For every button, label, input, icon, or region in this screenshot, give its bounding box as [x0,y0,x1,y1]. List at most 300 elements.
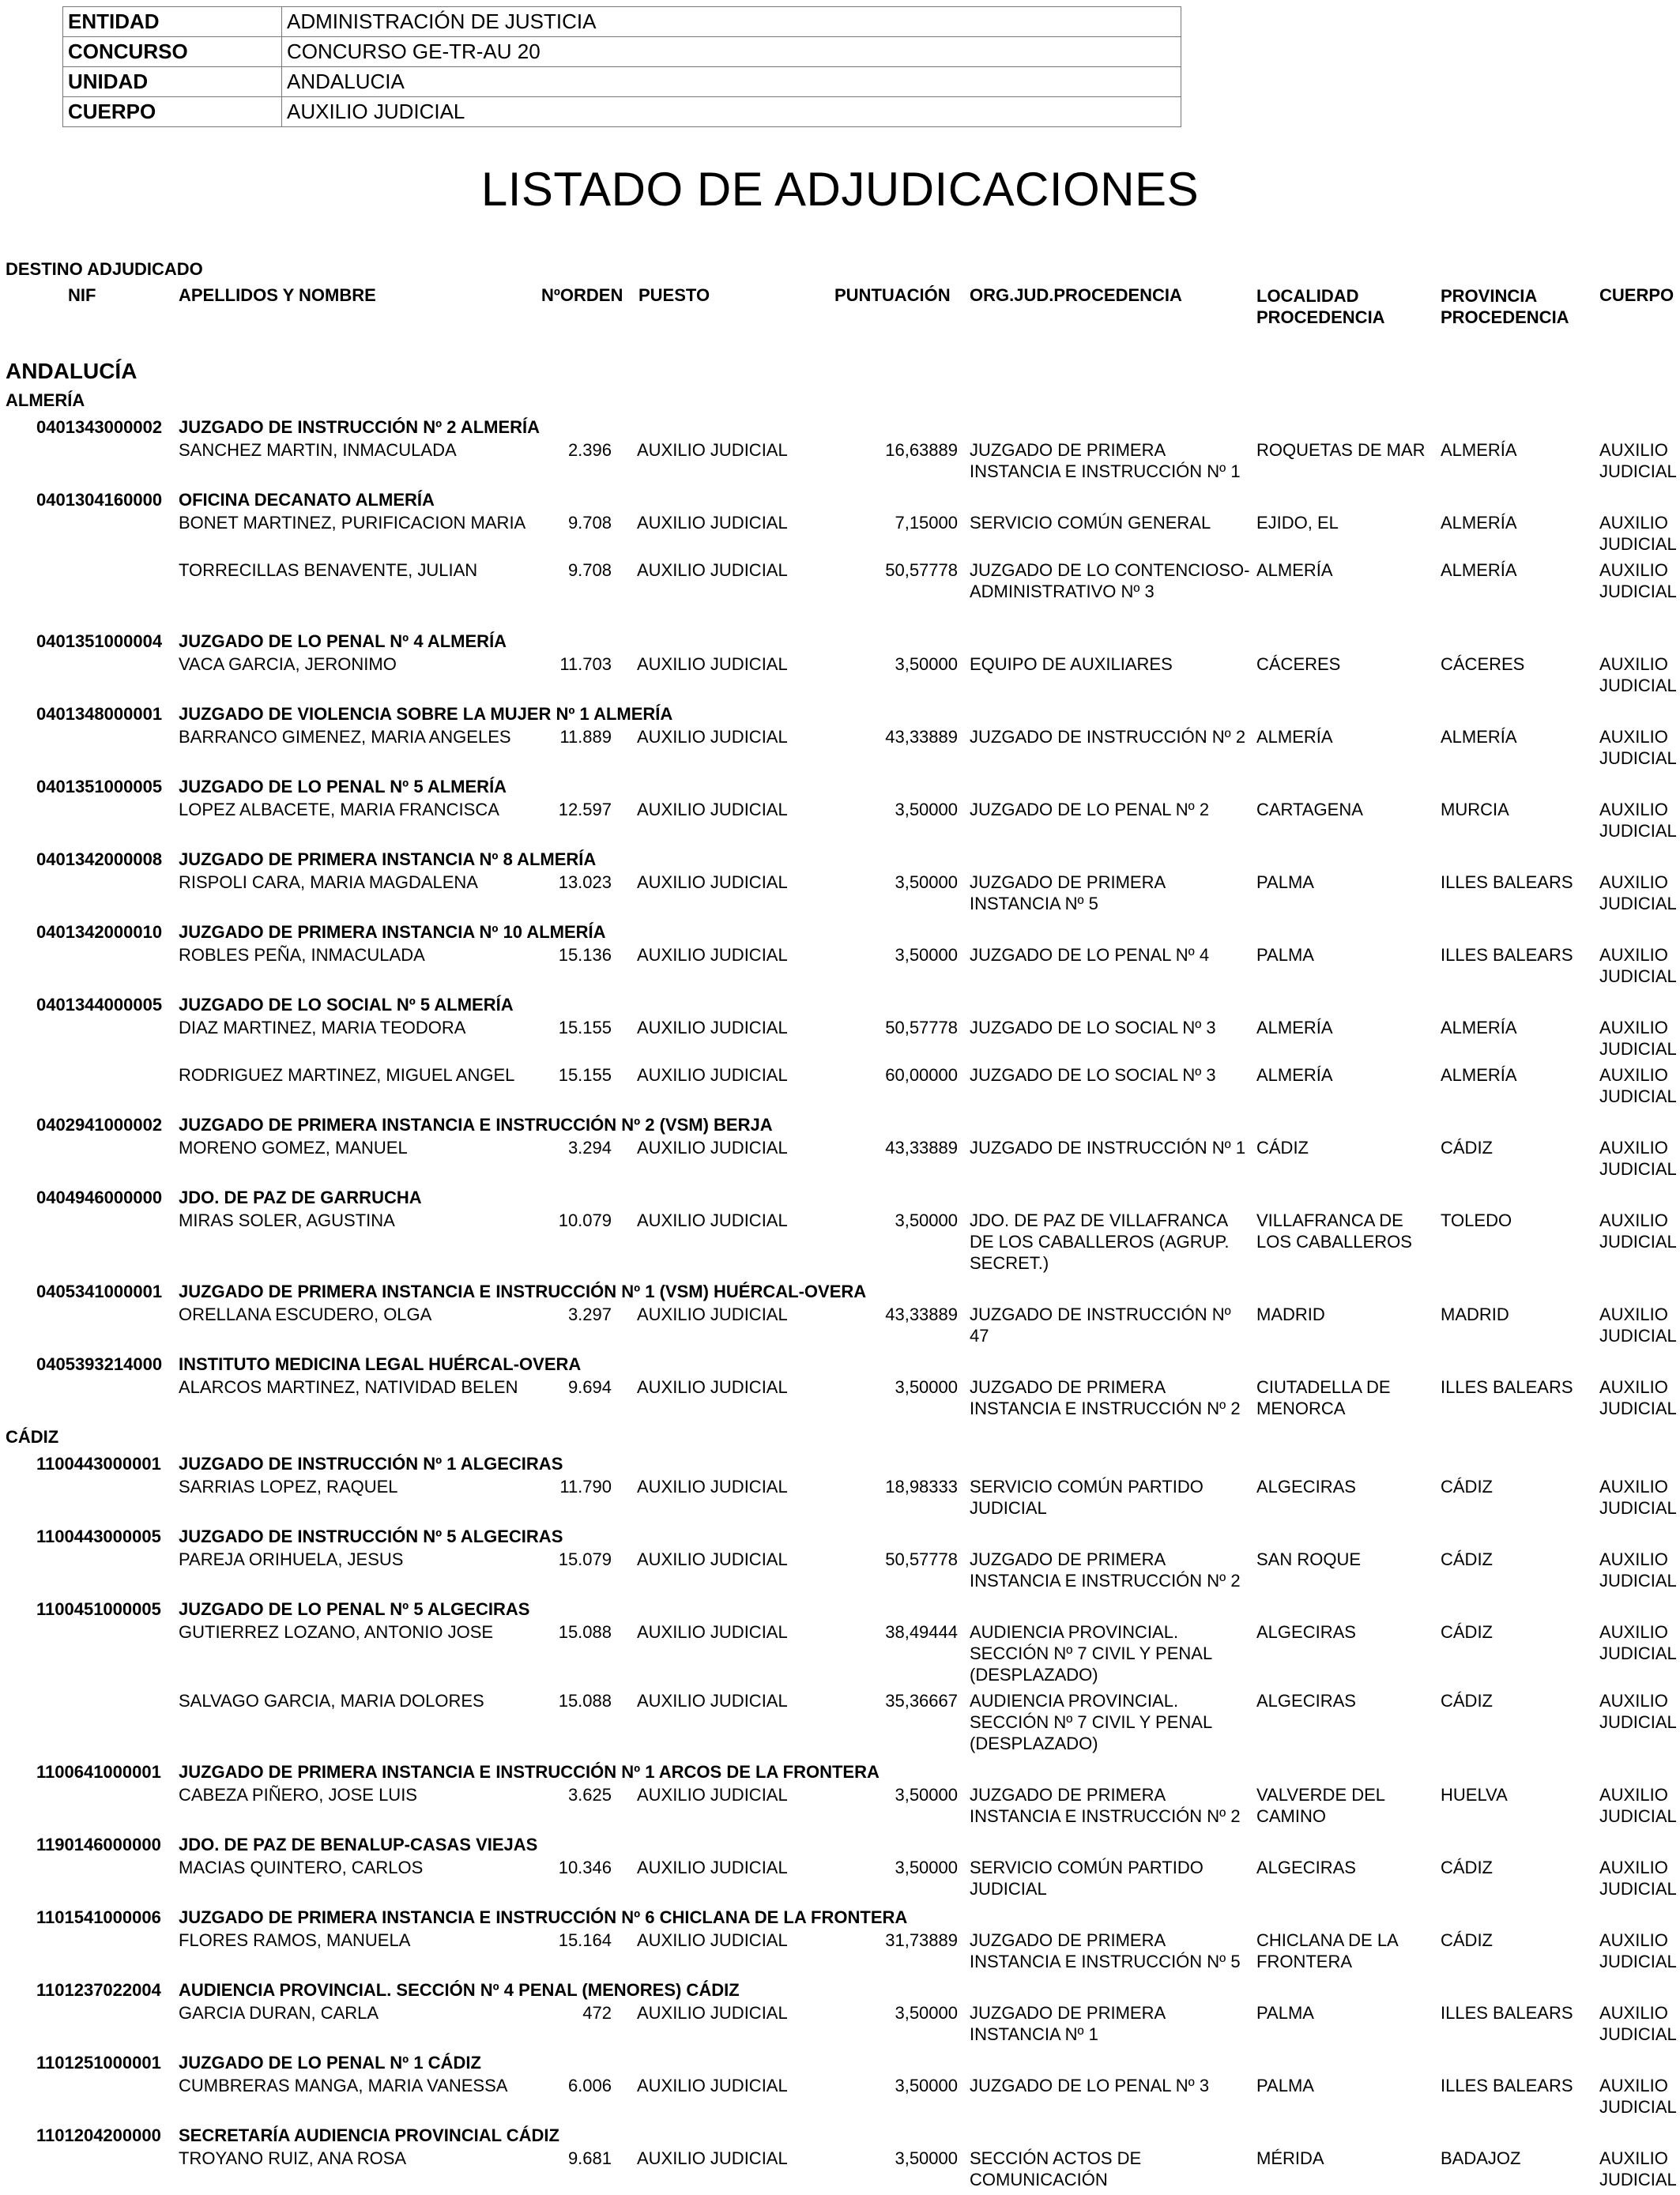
destino-name: JUZGADO DE LO PENAL Nº 1 CÁDIZ [179,2053,481,2073]
member-cuerpo: AUXILIO JUDICIAL [1599,1018,1677,1059]
member-name: SANCHEZ MARTIN, INMACULADA [179,440,457,460]
member-provincia: CÁDIZ [1441,1477,1493,1497]
destino-nif: 1101237022004 [36,1980,161,2000]
destino-row [0,1112,1680,1137]
destino-nif: 0401342000010 [36,922,163,942]
member-localidad: ALMERÍA [1256,727,1333,747]
member-cuerpo: AUXILIO JUDICIAL [1599,440,1677,481]
destino-row [0,1278,1680,1304]
member-puntuacion: 35,36667 [885,1691,958,1711]
region-heading [0,356,1680,387]
member-localidad: VALVERDE DEL CAMINO [1256,1785,1385,1826]
member-puesto: AUXILIO JUDICIAL [637,2003,788,2023]
member-puesto: AUXILIO JUDICIAL [637,1477,788,1497]
member-provincia: MURCIA [1441,800,1509,819]
province-name: CÁDIZ [6,1427,59,1447]
adjudicacion-row [0,1064,1680,1112]
member-puntuacion: 3,50000 [895,945,958,965]
member-provincia: CÁDIZ [1441,1930,1493,1950]
destino-name: JUZGADO DE PRIMERA INSTANCIA E INSTRUCCIÓN Nº 1 ARCOS DE LA FRONTERA [179,1762,880,1782]
destino-row [0,1759,1680,1784]
member-orden: 472 [582,2003,612,2023]
member-orden: 3.297 [567,1305,612,1324]
destino-row [0,1184,1680,1210]
member-localidad: SAN ROQUE [1256,1549,1362,1569]
member-localidad: CÁCERES [1256,654,1341,674]
member-puntuacion: 50,57778 [885,1549,958,1569]
destino-name: SECRETARÍA AUDIENCIA PROVINCIAL CÁDIZ [179,2125,559,2145]
member-puntuacion: 3,50000 [895,1377,958,1397]
member-puntuacion: 3,50000 [895,1210,958,1230]
destino-name: JUZGADO DE PRIMERA INSTANCIA Nº 8 ALMERÍA [179,849,597,869]
member-localidad: CIUTADELLA DE MENORCA [1256,1377,1391,1418]
destino-nif: 1100641000001 [36,1762,161,1782]
adjudicacion-row [0,872,1680,919]
destino-row [0,414,1680,439]
destino-nif: 0401343000002 [36,417,163,437]
member-puntuacion: 7,15000 [895,513,958,533]
member-name: LOPEZ ALBACETE, MARIA FRANCISCA [179,800,499,819]
destino-row [0,628,1680,653]
member-provincia: ALMERÍA [1441,440,1517,460]
info-value: ANDALUCIA [282,67,1181,97]
member-puntuacion: 3,50000 [895,1858,958,1877]
member-name: FLORES RAMOS, MANUELA [179,1930,411,1950]
member-orden: 9.708 [567,513,612,533]
member-puntuacion: 50,57778 [885,1018,958,1037]
adjudicacion-row [0,1210,1680,1278]
region-name: ANDALUCÍA [6,359,137,383]
member-cuerpo: AUXILIO JUDICIAL [1599,1549,1677,1591]
header-cuerpo: CUERPO [1599,285,1674,305]
member-puntuacion: 38,49444 [885,1622,958,1642]
adjudicacion-row [0,1549,1680,1596]
member-localidad: ALGECIRAS [1256,1622,1356,1642]
member-name: BONET MARTINEZ, PURIFICACION MARIA [179,513,526,533]
member-puesto: AUXILIO JUDICIAL [637,2148,788,2168]
adjudicacion-row [0,2148,1680,2195]
member-cuerpo: AUXILIO JUDICIAL [1599,727,1677,768]
member-name: MIRAS SOLER, AGUSTINA [179,1210,395,1230]
destino-row [0,846,1680,872]
destino-name: JUZGADO DE INSTRUCCIÓN Nº 5 ALGECIRAS [179,1527,563,1546]
column-header [0,257,1680,332]
member-provincia: CÁDIZ [1441,1691,1493,1711]
member-name: GUTIERREZ LOZANO, ANTONIO JOSE [179,1622,494,1642]
member-cuerpo: AUXILIO JUDICIAL [1599,1858,1677,1899]
member-puntuacion: 3,50000 [895,1785,958,1805]
member-orden: 10.079 [558,1210,612,1230]
destino-nif: 1100443000005 [36,1527,161,1546]
member-org: JUZGADO DE LO CONTENCIOSO-ADMINISTRATIVO Nº 3 [970,560,1250,601]
member-name: RISPOLI CARA, MARIA MAGDALENA [179,872,478,892]
member-localidad: PALMA [1256,945,1314,965]
member-org: SECCIÓN ACTOS DE COMUNICACIÓN [970,2148,1142,2189]
member-puntuacion: 43,33889 [885,1138,958,1158]
member-localidad: ALGECIRAS [1256,1691,1356,1711]
member-provincia: ALMERÍA [1441,1018,1517,1037]
member-puntuacion: 50,57778 [885,560,958,580]
member-puntuacion: 43,33889 [885,1305,958,1324]
member-provincia: BADAJOZ [1441,2148,1521,2168]
member-localidad: MADRID [1256,1305,1325,1324]
member-puntuacion: 3,50000 [895,2003,958,2023]
member-org: JUZGADO DE LO PENAL Nº 3 [970,2076,1210,2095]
destino-name: JUZGADO DE PRIMERA INSTANCIA E INSTRUCCIÓN Nº 2 (VSM) BERJA [179,1115,773,1135]
member-cuerpo: AUXILIO JUDICIAL [1599,872,1677,913]
member-org: EQUIPO DE AUXILIARES [970,654,1173,674]
member-localidad: CÁDIZ [1256,1138,1309,1158]
header-destino: DESTINO ADJUDICADO [6,259,203,279]
member-provincia: ALMERÍA [1441,560,1517,580]
member-localidad: CARTAGENA [1256,800,1363,819]
member-org: JUZGADO DE INSTRUCCIÓN Nº 2 [970,727,1246,747]
destino-nif: 0401351000004 [36,631,163,651]
member-name: DIAZ MARTINEZ, MARIA TEODORA [179,1018,466,1037]
destino-row [0,1523,1680,1549]
member-localidad: ALGECIRAS [1256,1477,1356,1497]
member-puesto: AUXILIO JUDICIAL [637,1210,788,1230]
destino-nif: 1101251000001 [36,2053,161,2073]
member-org: JUZGADO DE INSTRUCCIÓN Nº 47 [970,1305,1231,1346]
destino-name: JUZGADO DE PRIMERA INSTANCIA E INSTRUCCIÓN Nº 1 (VSM) HUÉRCAL-OVERA [179,1282,867,1301]
member-orden: 11.703 [559,654,612,674]
member-puesto: AUXILIO JUDICIAL [637,872,788,892]
member-localidad: PALMA [1256,872,1314,892]
destino-nif: 0405393214000 [36,1354,163,1374]
destino-nif: 1100451000005 [36,1599,161,1619]
adjudicacion-row [0,2002,1680,2050]
member-provincia: CÁDIZ [1441,1622,1493,1642]
adjudicacion-row [0,1376,1680,1424]
member-org: SERVICIO COMÚN GENERAL [970,513,1211,533]
destino-name: JDO. DE PAZ DE GARRUCHA [179,1188,422,1207]
destino-name: JUZGADO DE VIOLENCIA SOBRE LA MUJER Nº 1 ALMERÍA [179,704,673,724]
member-orden: 9.694 [567,1377,612,1397]
member-name: ALARCOS MARTINEZ, NATIVIDAD BELEN [179,1377,518,1397]
adjudicacion-row [0,1857,1680,1904]
member-provincia: CÁDIZ [1441,1138,1493,1158]
member-name: ORELLANA ESCUDERO, OLGA [179,1305,432,1324]
member-name: MACIAS QUINTERO, CARLOS [179,1858,424,1877]
adjudicacion-row [0,2075,1680,2122]
destino-name: JUZGADO DE PRIMERA INSTANCIA E INSTRUCCIÓN Nº 6 CHICLANA DE LA FRONTERA [179,1907,908,1927]
destino-name: JUZGADO DE INSTRUCCIÓN Nº 2 ALMERÍA [179,417,541,437]
destino-nif: 1101204200000 [36,2125,161,2145]
adjudicacion-row [0,653,1680,701]
member-orden: 13.023 [558,872,612,892]
destino-row [0,774,1680,799]
member-orden: 15.088 [558,1622,612,1642]
member-orden: 15.079 [558,1549,612,1569]
member-cuerpo: AUXILIO JUDICIAL [1599,2076,1677,2117]
member-localidad: PALMA [1256,2076,1314,2095]
member-cuerpo: AUXILIO JUDICIAL [1599,1691,1677,1732]
member-provincia: ILLES BALEARS [1441,945,1573,965]
member-orden: 2.396 [567,440,612,460]
member-org: JUZGADO DE PRIMERA INSTANCIA E INSTRUCCIÓN Nº 2 [970,1785,1241,1826]
destino-nif: 0404946000000 [36,1188,163,1207]
member-name: MORENO GOMEZ, MANUEL [179,1138,408,1158]
province-name: ALMERÍA [6,390,85,410]
member-org: AUDIENCIA PROVINCIAL. SECCIÓN Nº 7 CIVIL Y PENAL (DESPLAZADO) [970,1691,1212,1753]
destino-nif: 0401342000008 [36,849,163,869]
member-provincia: ALMERÍA [1441,727,1517,747]
member-puntuacion: 3,50000 [895,654,958,674]
destino-row [0,1977,1680,2002]
adjudicacion-row [0,1304,1680,1351]
member-provincia: ILLES BALEARS [1441,2003,1573,2023]
member-org: JUZGADO DE LO SOCIAL Nº 3 [970,1018,1216,1037]
member-puesto: AUXILIO JUDICIAL [637,440,788,460]
member-localidad: PALMA [1256,2003,1314,2023]
member-org: JUZGADO DE INSTRUCCIÓN Nº 1 [970,1138,1246,1158]
destino-name: AUDIENCIA PROVINCIAL. SECCIÓN Nº 4 PENAL (MENORES) CÁDIZ [179,1980,740,2000]
destino-name: JUZGADO DE LO PENAL Nº 4 ALMERÍA [179,631,507,651]
info-label: UNIDAD [63,67,282,97]
member-provincia: HUELVA [1441,1785,1508,1805]
info-value: AUXILIO JUDICIAL [282,97,1181,127]
member-provincia: ALMERÍA [1441,513,1517,533]
member-puesto: AUXILIO JUDICIAL [637,560,788,580]
member-localidad: ALGECIRAS [1256,1858,1356,1877]
member-orden: 3.294 [567,1138,612,1158]
destino-row [0,1351,1680,1376]
member-puesto: AUXILIO JUDICIAL [637,1138,788,1158]
member-orden: 15.088 [558,1691,612,1711]
destino-nif: 0401351000005 [36,777,163,796]
header-orden: NºORDEN [541,285,623,305]
province-heading [0,1424,1680,1451]
info-table [62,6,1181,127]
header-puntuacion: PUNTUACIÓN [834,285,951,305]
member-cuerpo: AUXILIO JUDICIAL [1599,1622,1677,1663]
member-provincia: CÁCERES [1441,654,1525,674]
destino-nif: 1190146000000 [36,1835,161,1854]
member-org: SERVICIO COMÚN PARTIDO JUDICIAL [970,1477,1203,1518]
info-row [63,7,1181,37]
member-org: JDO. DE PAZ DE VILLAFRANCA DE LOS CABALLEROS (AGRUP. SECRET.) [970,1210,1230,1273]
member-cuerpo: AUXILIO JUDICIAL [1599,2003,1677,2044]
member-puesto: AUXILIO JUDICIAL [637,727,788,747]
member-org: AUDIENCIA PROVINCIAL. SECCIÓN Nº 7 CIVIL Y PENAL (DESPLAZADO) [970,1622,1212,1685]
destino-name: OFICINA DECANATO ALMERÍA [179,490,435,510]
member-org: JUZGADO DE PRIMERA INSTANCIA E INSTRUCCIÓN Nº 1 [970,440,1241,481]
member-cuerpo: AUXILIO JUDICIAL [1599,1785,1677,1826]
info-label: CUERPO [63,97,282,127]
member-cuerpo: AUXILIO JUDICIAL [1599,1065,1677,1106]
member-name: TORRECILLAS BENAVENTE, JULIAN [179,560,478,580]
adjudicacion-row [0,944,1680,992]
adjudicacion-row [0,1137,1680,1184]
member-puesto: AUXILIO JUDICIAL [637,1549,788,1569]
member-localidad: ALMERÍA [1256,560,1333,580]
member-puesto: AUXILIO JUDICIAL [637,1785,788,1805]
listing-body [0,356,1680,2195]
member-puntuacion: 3,50000 [895,800,958,819]
member-cuerpo: AUXILIO JUDICIAL [1599,513,1677,554]
member-name: CUMBRERAS MANGA, MARIA VANESSA [179,2076,508,2095]
destino-row [0,487,1680,512]
header-provincia: PROVINCIA PROCEDENCIA [1441,286,1569,327]
adjudicacion-row [0,726,1680,774]
member-org: SERVICIO COMÚN PARTIDO JUDICIAL [970,1858,1203,1899]
header-nif: NIF [68,285,96,305]
info-value: CONCURSO GE-TR-AU 20 [282,37,1181,67]
member-puesto: AUXILIO JUDICIAL [637,1622,788,1642]
destino-row [0,2050,1680,2075]
destino-nif: 1100443000001 [36,1454,161,1474]
member-orden: 12.597 [558,800,612,819]
member-provincia: MADRID [1441,1305,1509,1324]
member-cuerpo: AUXILIO JUDICIAL [1599,1210,1677,1252]
member-org: JUZGADO DE LO SOCIAL Nº 3 [970,1065,1216,1085]
member-cuerpo: AUXILIO JUDICIAL [1599,945,1677,986]
info-label: CONCURSO [63,37,282,67]
destino-nif: 0402941000002 [36,1115,163,1135]
member-org: JUZGADO DE PRIMERA INSTANCIA E INSTRUCCIÓN Nº 2 [970,1377,1241,1418]
member-orden: 6.006 [567,2076,612,2095]
destino-row [0,1451,1680,1476]
destino-name: JUZGADO DE LO PENAL Nº 5 ALMERÍA [179,777,507,796]
member-puesto: AUXILIO JUDICIAL [637,800,788,819]
member-org: JUZGADO DE PRIMERA INSTANCIA E INSTRUCCIÓN Nº 5 [970,1930,1241,1971]
destino-name: INSTITUTO MEDICINA LEGAL HUÉRCAL-OVERA [179,1354,582,1374]
member-name: GARCIA DURAN, CARLA [179,2003,379,2023]
member-provincia: CÁDIZ [1441,1858,1493,1877]
member-puesto: AUXILIO JUDICIAL [637,1377,788,1397]
adjudicacion-row [0,1784,1680,1832]
destino-name: JUZGADO DE LO PENAL Nº 5 ALGECIRAS [179,1599,530,1619]
destino-name: JUZGADO DE LO SOCIAL Nº 5 ALMERÍA [179,995,514,1015]
destino-nif: 0405341000001 [36,1282,163,1301]
member-orden: 15.155 [558,1065,612,1085]
member-name: SARRIAS LOPEZ, RAQUEL [179,1477,398,1497]
member-puntuacion: 31,73889 [885,1930,958,1950]
member-org: JUZGADO DE PRIMERA INSTANCIA Nº 5 [970,872,1165,913]
destino-row [0,701,1680,726]
member-cuerpo: AUXILIO JUDICIAL [1599,1138,1677,1179]
member-cuerpo: AUXILIO JUDICIAL [1599,1477,1677,1518]
member-name: SALVAGO GARCIA, MARIA DOLORES [179,1691,484,1711]
member-localidad: VILLAFRANCA DE LOS CABALLEROS [1256,1210,1412,1252]
destino-row [0,2122,1680,2148]
header-org: ORG.JUD.PROCEDENCIA [970,285,1182,305]
member-org: JUZGADO DE PRIMERA INSTANCIA E INSTRUCCIÓN Nº 2 [970,1549,1241,1591]
destino-name: JUZGADO DE PRIMERA INSTANCIA Nº 10 ALMERÍA [179,922,606,942]
info-row [63,97,1181,127]
member-puntuacion: 60,00000 [885,1065,958,1085]
member-cuerpo: AUXILIO JUDICIAL [1599,1930,1677,1971]
destino-name: JUZGADO DE INSTRUCCIÓN Nº 1 ALGECIRAS [179,1454,563,1474]
member-puntuacion: 43,33889 [885,727,958,747]
destino-row [0,992,1680,1017]
info-row [63,37,1181,67]
member-cuerpo: AUXILIO JUDICIAL [1599,800,1677,841]
member-provincia: ILLES BALEARS [1441,872,1573,892]
destino-row [0,1904,1680,1930]
member-name: VACA GARCIA, JERONIMO [179,654,397,674]
adjudicacion-row [0,1017,1680,1064]
destino-row [0,919,1680,944]
member-provincia: CÁDIZ [1441,1549,1493,1569]
member-puntuacion: 3,50000 [895,872,958,892]
member-localidad: MÉRIDA [1256,2148,1324,2168]
info-row [63,67,1181,97]
member-localidad: ALMERÍA [1256,1065,1333,1085]
header-localidad: LOCALIDAD PROCEDENCIA [1256,286,1385,327]
member-cuerpo: AUXILIO JUDICIAL [1599,2148,1677,2189]
member-puntuacion: 18,98333 [885,1477,958,1497]
member-puesto: AUXILIO JUDICIAL [637,513,788,533]
destino-nif: 1101541000006 [36,1907,161,1927]
member-puntuacion: 16,63889 [885,440,958,460]
destino-nif: 0401344000005 [36,995,163,1015]
member-cuerpo: AUXILIO JUDICIAL [1599,560,1677,601]
header-nombre: APELLIDOS Y NOMBRE [179,285,376,305]
member-provincia: ILLES BALEARS [1441,2076,1573,2095]
member-localidad: EJIDO, EL [1256,513,1339,533]
destino-row [0,1832,1680,1857]
adjudicacion-row [0,799,1680,846]
member-puesto: AUXILIO JUDICIAL [637,1018,788,1037]
member-name: BARRANCO GIMENEZ, MARIA ANGELES [179,727,511,747]
destino-row [0,1596,1680,1621]
member-puesto: AUXILIO JUDICIAL [637,654,788,674]
member-provincia: TOLEDO [1441,1210,1512,1230]
info-value: ADMINISTRACIÓN DE JUSTICIA [282,7,1181,37]
member-orden: 10.346 [558,1858,612,1877]
member-name: TROYANO RUIZ, ANA ROSA [179,2148,407,2168]
member-cuerpo: AUXILIO JUDICIAL [1599,1305,1677,1346]
member-name: CABEZA PIÑERO, JOSE LUIS [179,1785,417,1805]
member-puntuacion: 3,50000 [895,2076,958,2095]
member-orden: 15.155 [558,1018,612,1037]
adjudicacion-row [0,1476,1680,1523]
member-name: PAREJA ORIHUELA, JESUS [179,1549,404,1569]
adjudicacion-row [0,512,1680,559]
member-name: RODRIGUEZ MARTINEZ, MIGUEL ANGEL [179,1065,515,1085]
destino-nif: 0401304160000 [36,490,163,510]
member-puesto: AUXILIO JUDICIAL [637,945,788,965]
member-puesto: AUXILIO JUDICIAL [637,1065,788,1085]
page-title: LISTADO DE ADJUDICACIONES [480,163,1200,216]
member-localidad: CHICLANA DE LA FRONTERA [1256,1930,1398,1971]
member-puesto: AUXILIO JUDICIAL [637,1691,788,1711]
member-orden: 9.708 [567,560,612,580]
member-localidad: ALMERÍA [1256,1018,1333,1037]
adjudicacion-row [0,439,1680,487]
member-puesto: AUXILIO JUDICIAL [637,2076,788,2095]
info-label: ENTIDAD [63,7,282,37]
member-orden: 9.681 [567,2148,612,2168]
member-provincia: ALMERÍA [1441,1065,1517,1085]
member-orden: 3.625 [567,1785,612,1805]
member-orden: 11.889 [559,727,612,747]
member-org: JUZGADO DE LO PENAL Nº 2 [970,800,1210,819]
member-orden: 15.136 [558,945,612,965]
member-puesto: AUXILIO JUDICIAL [637,1305,788,1324]
member-puesto: AUXILIO JUDICIAL [637,1858,788,1877]
member-cuerpo: AUXILIO JUDICIAL [1599,654,1677,695]
member-puntuacion: 3,50000 [895,2148,958,2168]
member-cuerpo: AUXILIO JUDICIAL [1599,1377,1677,1418]
adjudicacion-row [0,1930,1680,1977]
adjudicacion-row [0,559,1680,628]
adjudicacion-row [0,1690,1680,1759]
adjudicacion-row [0,1621,1680,1690]
member-orden: 15.164 [558,1930,612,1950]
